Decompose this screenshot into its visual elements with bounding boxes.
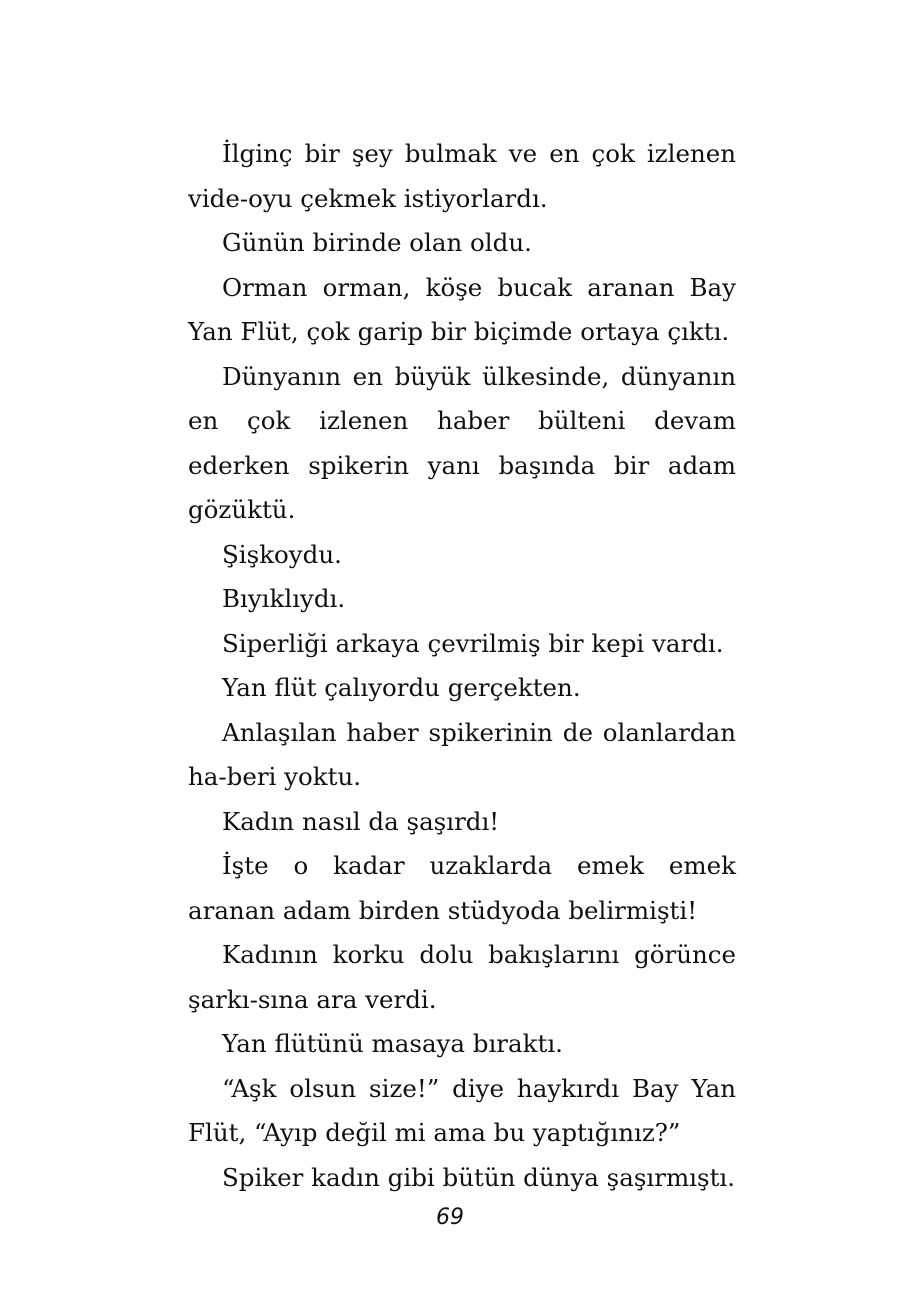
paragraph: Anlaşılan haber spikerinin de olanlardan ha-beri yoktu. <box>188 717 736 791</box>
paragraph: Kadın nasıl da şaşırdı! <box>222 806 500 836</box>
page-number: 69 <box>436 1205 464 1230</box>
paragraph: Dünyanın en büyük ülkesinde, dünyanın en çok izlenen haber bülteni devam ederken spikerin yanı başında bir adam gözüktü. <box>188 361 736 524</box>
paragraph: İlginç bir şey bulmak ve en çok izlenen vide-oyu çekmek istiyorlardı. <box>188 139 736 213</box>
paragraph: Yan flüt çalıyordu gerçekten. <box>222 673 581 702</box>
paragraph: İşte o kadar uzaklarda emek emek aranan adam birden stüdyoda belirmişti! <box>188 851 736 925</box>
paragraph: Yan flütünü masaya bıraktı. <box>222 1029 563 1058</box>
paragraph: Şişkoydu. <box>222 539 342 569</box>
paragraph: Günün birinde olan oldu. <box>222 228 532 257</box>
paragraph: Siperliği arkaya çevrilmiş bir kepi vardı. <box>222 628 724 658</box>
paragraph: Bıyıklıydı. <box>222 584 346 613</box>
book-page-text <box>188 132 736 1200</box>
paragraph: Kadının korku dolu bakışlarını görünce şarkı-sına ara verdi. <box>188 940 736 1014</box>
paragraph: Spiker kadın gibi bütün dünya şaşırmıştı. <box>222 1162 736 1192</box>
paragraph: Orman orman, köşe bucak aranan Bay Yan Flüt, çok garip bir biçimde ortaya çıktı. <box>188 272 736 346</box>
paragraph: “Aşk olsun size!” diye haykırdı Bay Yan Flüt, “Ayıp değil mi ama bu yaptığınız?” <box>188 1073 736 1147</box>
